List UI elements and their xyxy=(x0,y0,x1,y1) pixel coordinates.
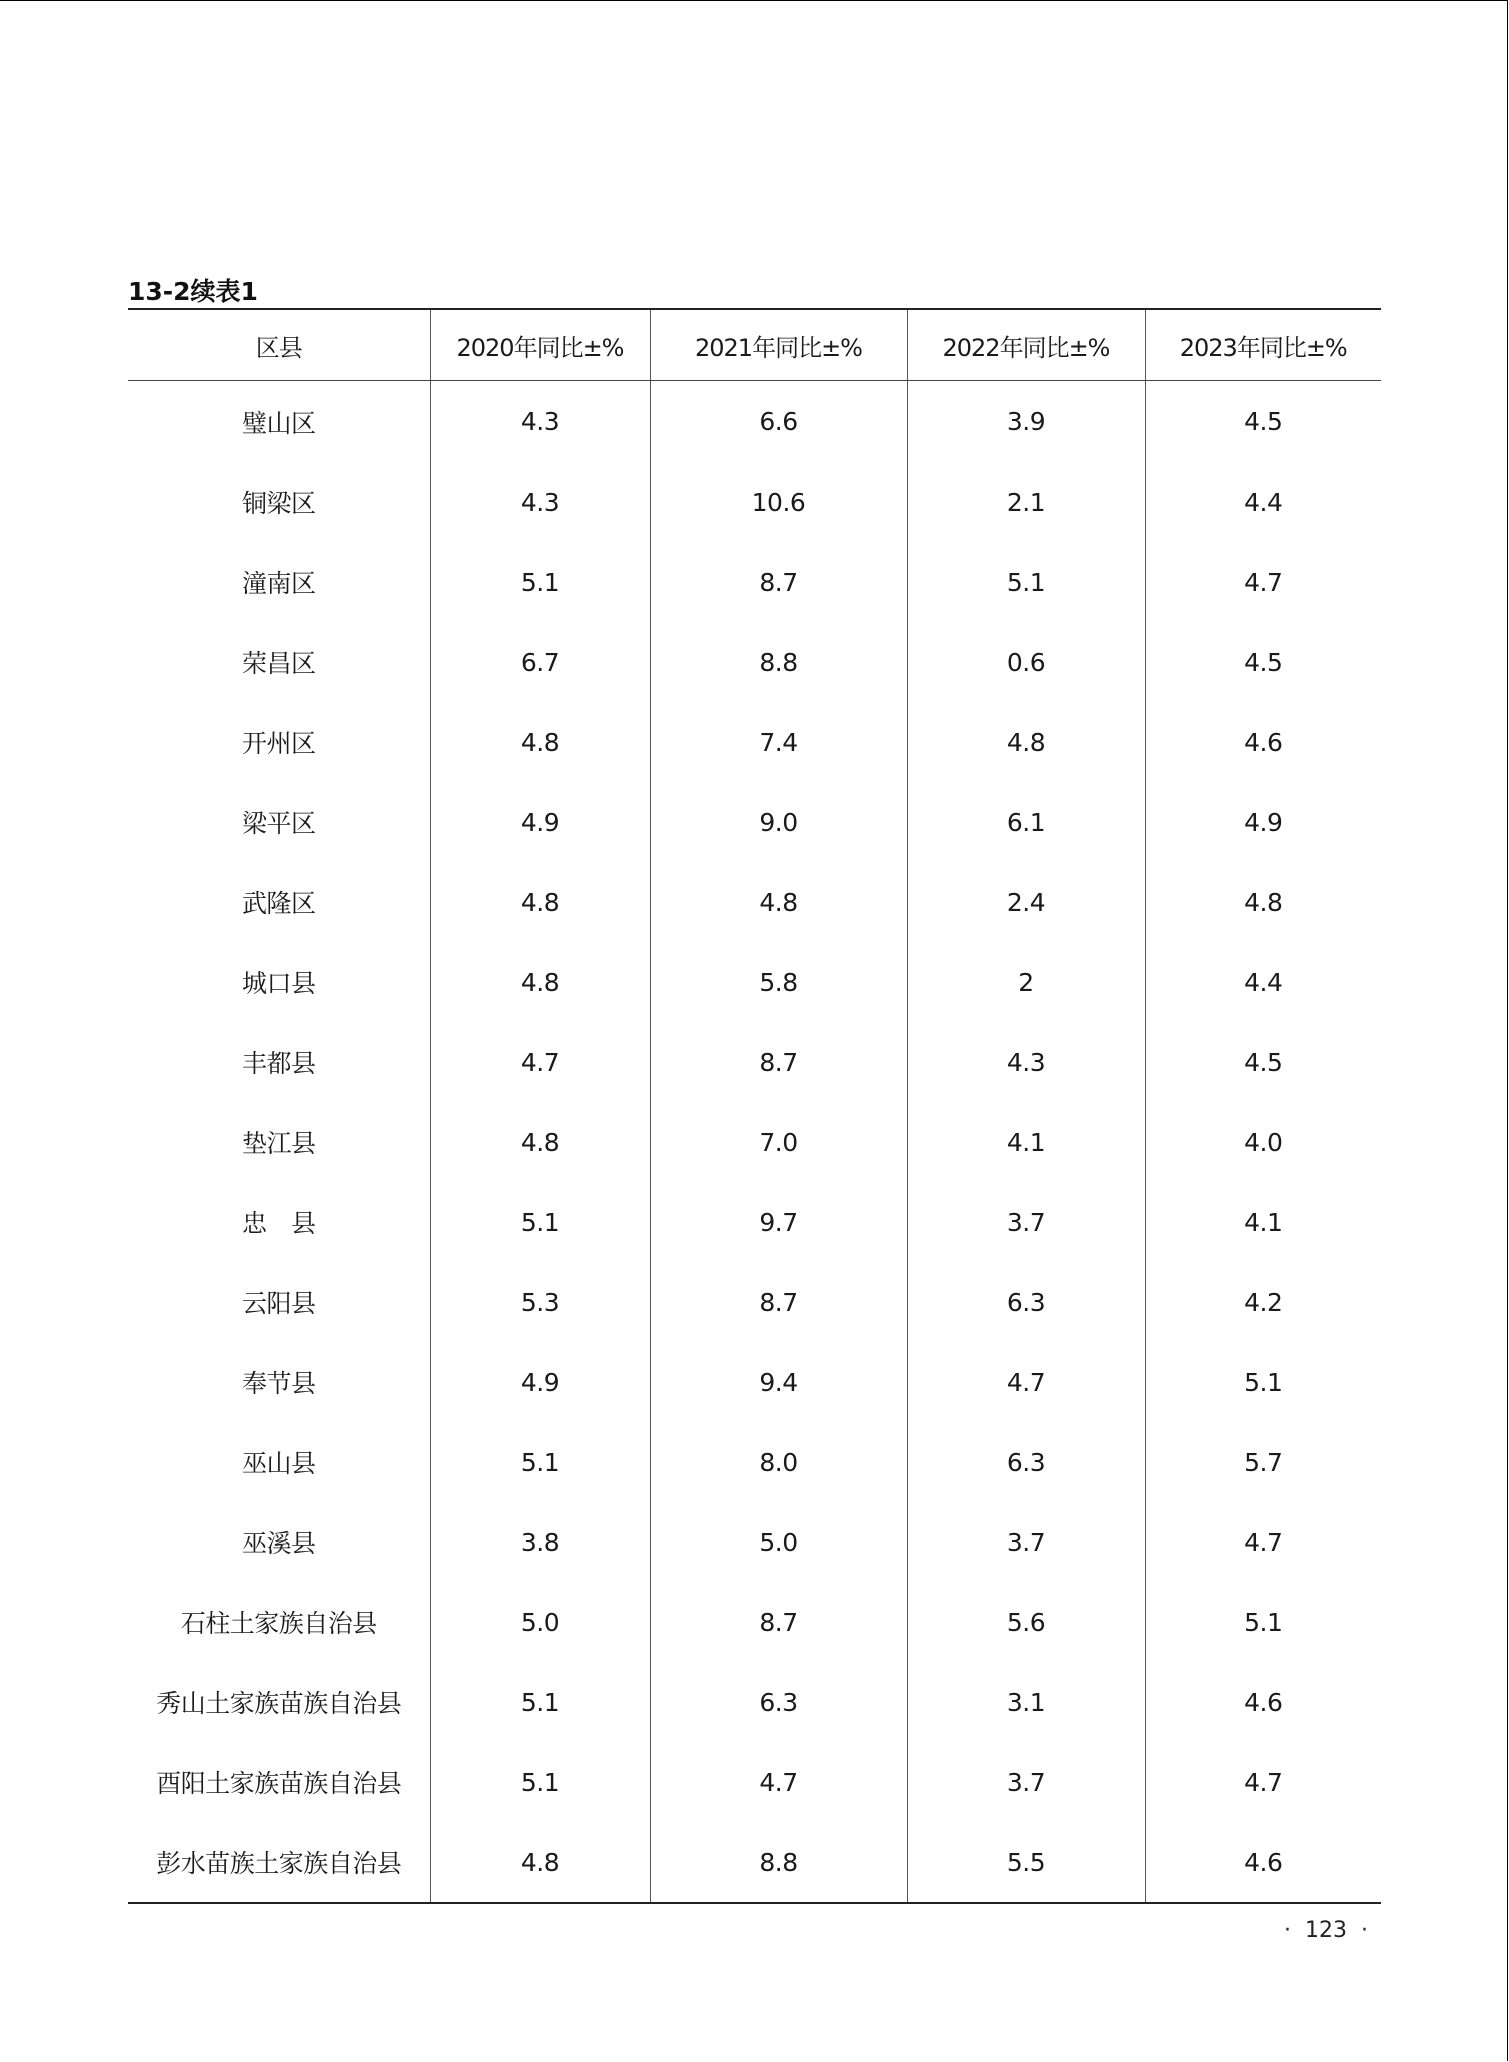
value-cell: 5.6 xyxy=(907,1582,1145,1662)
table-row xyxy=(128,702,1381,782)
value-cell: 5.1 xyxy=(907,542,1145,622)
table-row xyxy=(128,542,1381,622)
value-cell: 10.6 xyxy=(650,462,907,542)
value-cell: 5.0 xyxy=(430,1582,650,1662)
value-cell: 5.1 xyxy=(430,542,650,622)
table-row xyxy=(128,1262,1381,1342)
value-cell: 4.3 xyxy=(430,381,650,463)
value-cell: 7.4 xyxy=(650,702,907,782)
table-row xyxy=(128,1102,1381,1182)
column-header-year: 2021年同比±% xyxy=(650,309,907,381)
table-row xyxy=(128,1502,1381,1582)
value-cell: 5.1 xyxy=(1145,1342,1381,1422)
page-footer xyxy=(1270,1918,1382,1943)
value-cell: 4.7 xyxy=(1145,1502,1381,1582)
value-cell: 5.1 xyxy=(430,1662,650,1742)
value-cell: 5.0 xyxy=(650,1502,907,1582)
district-cell: 荣昌区 xyxy=(241,649,316,678)
table-row xyxy=(128,622,1381,702)
value-cell: 2.4 xyxy=(907,862,1145,942)
footer-dot-left: · xyxy=(1284,1918,1291,1943)
value-cell: 4.1 xyxy=(907,1102,1145,1182)
value-cell: 4.8 xyxy=(430,942,650,1022)
district-cell: 奉节县 xyxy=(241,1369,316,1398)
value-cell: 3.8 xyxy=(430,1502,650,1582)
district-cell: 巫山县 xyxy=(241,1449,316,1478)
value-cell: 3.7 xyxy=(907,1502,1145,1582)
value-cell: 7.0 xyxy=(650,1102,907,1182)
value-cell: 5.1 xyxy=(430,1182,650,1262)
value-cell: 4.8 xyxy=(1145,862,1381,942)
value-cell: 8.7 xyxy=(650,1582,907,1662)
district-cell: 彭水苗族土家族自治县 xyxy=(128,1822,430,1903)
district-cell: 酉阳土家族苗族自治县 xyxy=(156,1769,402,1798)
column-header-district: 区县 xyxy=(128,309,430,381)
value-cell: 6.3 xyxy=(907,1262,1145,1342)
district-cell: 忠 县 xyxy=(241,1209,316,1238)
value-cell: 4.5 xyxy=(1145,381,1381,463)
table-row xyxy=(128,1582,1381,1662)
data-table xyxy=(128,308,1381,1904)
value-cell: 8.8 xyxy=(650,622,907,702)
district-cell: 铜梁区 xyxy=(241,489,316,518)
district-cell: 梁平区 xyxy=(241,809,316,838)
value-cell: 4.8 xyxy=(650,862,907,942)
value-cell: 4.8 xyxy=(430,702,650,782)
value-cell: 3.7 xyxy=(907,1742,1145,1822)
value-cell: 5.8 xyxy=(650,942,907,1022)
value-cell: 4.7 xyxy=(430,1022,650,1102)
value-cell: 9.7 xyxy=(650,1182,907,1262)
value-cell: 6.1 xyxy=(907,782,1145,862)
value-cell: 3.7 xyxy=(907,1182,1145,1262)
value-cell: 9.0 xyxy=(650,782,907,862)
value-cell: 8.8 xyxy=(650,1822,907,1903)
table-row xyxy=(128,1822,1381,1903)
value-cell: 4.9 xyxy=(430,1342,650,1422)
district-cell: 璧山区 xyxy=(241,408,316,438)
value-cell: 4.4 xyxy=(1145,462,1381,542)
footer-dot-right: · xyxy=(1361,1918,1368,1943)
value-cell: 4.7 xyxy=(1145,542,1381,622)
value-cell: 6.3 xyxy=(907,1422,1145,1502)
value-cell: 8.7 xyxy=(650,1022,907,1102)
table-row xyxy=(128,1022,1381,1102)
district-cell: 巫溪县 xyxy=(241,1529,316,1558)
value-cell: 5.7 xyxy=(1145,1422,1381,1502)
value-cell: 5.5 xyxy=(907,1822,1145,1903)
value-cell: 3.9 xyxy=(907,381,1145,463)
value-cell: 4.7 xyxy=(650,1742,907,1822)
value-cell: 4.6 xyxy=(1145,1822,1381,1903)
value-cell: 3.1 xyxy=(907,1662,1145,1742)
value-cell: 0.6 xyxy=(907,622,1145,702)
value-cell: 4.3 xyxy=(907,1022,1145,1102)
value-cell: 5.1 xyxy=(430,1422,650,1502)
value-cell: 4.1 xyxy=(1145,1182,1381,1262)
value-cell: 4.5 xyxy=(1145,1022,1381,1102)
value-cell: 4.8 xyxy=(430,862,650,942)
table-header-row xyxy=(128,309,1381,381)
value-cell: 8.0 xyxy=(650,1422,907,1502)
value-cell: 4.2 xyxy=(1145,1262,1381,1342)
table-row xyxy=(128,1662,1381,1742)
table-row xyxy=(128,782,1381,862)
table-row xyxy=(128,1342,1381,1422)
value-cell: 6.3 xyxy=(650,1662,907,1742)
district-cell: 秀山土家族苗族自治县 xyxy=(156,1689,402,1718)
table-row xyxy=(128,942,1381,1022)
table-row xyxy=(128,381,1381,463)
value-cell: 5.1 xyxy=(430,1742,650,1822)
district-cell: 开州区 xyxy=(241,729,316,758)
value-cell: 4.7 xyxy=(907,1342,1145,1422)
value-cell: 8.7 xyxy=(650,542,907,622)
table-row xyxy=(128,1422,1381,1502)
column-header-year: 2020年同比±% xyxy=(430,309,650,381)
district-cell: 城口县 xyxy=(241,969,316,998)
table-body xyxy=(128,381,1381,1904)
column-header-year: 2023年同比±% xyxy=(1145,309,1381,381)
value-cell: 4.6 xyxy=(1145,702,1381,782)
value-cell: 4.3 xyxy=(430,462,650,542)
value-cell: 4.6 xyxy=(1145,1662,1381,1742)
value-cell: 4.5 xyxy=(1145,622,1381,702)
column-header-year: 2022年同比±% xyxy=(907,309,1145,381)
value-cell: 2.1 xyxy=(907,462,1145,542)
district-cell: 潼南区 xyxy=(241,569,316,598)
value-cell: 4.4 xyxy=(1145,942,1381,1022)
value-cell: 4.7 xyxy=(1145,1742,1381,1822)
value-cell: 8.7 xyxy=(650,1262,907,1342)
table-row xyxy=(128,462,1381,542)
value-cell: 4.9 xyxy=(1145,782,1381,862)
value-cell: 5.1 xyxy=(1145,1582,1381,1662)
value-cell: 9.4 xyxy=(650,1342,907,1422)
table-row xyxy=(128,1182,1381,1262)
table-row xyxy=(128,862,1381,942)
district-cell: 垫江县 xyxy=(241,1129,316,1158)
value-cell: 2 xyxy=(907,942,1145,1022)
district-cell: 云阳县 xyxy=(241,1289,316,1318)
value-cell: 4.9 xyxy=(430,782,650,862)
value-cell: 4.8 xyxy=(907,702,1145,782)
district-cell: 石柱土家族自治县 xyxy=(180,1609,377,1638)
value-cell: 4.0 xyxy=(1145,1102,1381,1182)
value-cell: 4.8 xyxy=(430,1102,650,1182)
page-number: 123 xyxy=(1305,1918,1347,1943)
value-cell: 4.8 xyxy=(430,1822,650,1903)
value-cell: 6.7 xyxy=(430,622,650,702)
district-cell: 丰都县 xyxy=(241,1049,316,1078)
table-caption: 13-2续表1 xyxy=(128,277,258,306)
table-row xyxy=(128,1742,1381,1822)
value-cell: 5.3 xyxy=(430,1262,650,1342)
district-cell: 武隆区 xyxy=(241,889,316,918)
value-cell: 6.6 xyxy=(650,381,907,463)
